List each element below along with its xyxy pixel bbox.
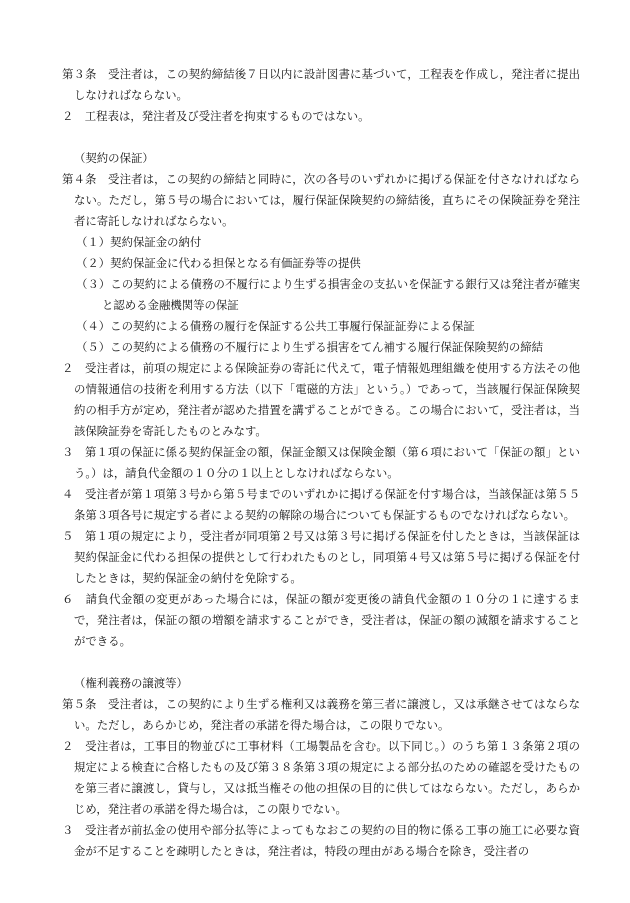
section-heading: （権利義務の譲渡等） — [74, 676, 188, 690]
paragraph: 第４条 受注者は，この契約の締結と同時に，次の各号のいずれかに掲げる保証を付さなければならない。ただし，第５号の場合においては，履行保証保険契約の締結後，直ちにその保険証券を発注者に寄託しなければならない。 — [62, 172, 580, 228]
paragraph: ６ 請負代金額の変更があった場合には，保証の額が変更後の請負代金額の１０分の１に達するまで，発注者は，保証の額の増額を請求することができ，受注者は，保証の額の減額を請求することができる。 — [62, 592, 580, 648]
list-item: （５）この契約による債務の不履行により生ずる損害をてん補する履行保証保険契約の締結 — [76, 340, 544, 354]
section-heading: （契約の保証） — [74, 151, 154, 165]
paragraph: 第３条 受注者は，この契約締結後７日以内に設計図書に基づいて，工程表を作成し，発注者に提出しなければならない。 — [62, 67, 580, 102]
paragraph: ４ 受注者が第１項第３号から第５号までのいずれかに掲げる保証を付す場合は，当該保証は第５５条第３項各号に規定する者による契約の解除の場合についても保証するものでなければならない。 — [62, 487, 580, 522]
list-item: （１）契約保証金の納付 — [76, 235, 202, 249]
paragraph: ３ 第１項の保証に係る契約保証金の額，保証金額又は保険金額（第６項において「保証の額」という。）は，請負代金額の１０分の１以上としなければならない。 — [62, 445, 580, 480]
list-item: （２）契約保証金に代わる担保となる有価証券等の提供 — [76, 256, 361, 270]
list-item: （４）この契約による債務の履行を保証する公共工事履行保証証券による保証 — [76, 319, 475, 333]
list-item: （３）この契約による債務の不履行により生ずる損害金の支払いを保証する銀行又は発注者が確実と認める金融機関等の保証 — [76, 277, 580, 312]
paragraph: ５ 第１項の規定により，受注者が同項第２号又は第３号に掲げる保証を付したときは，当該保証は契約保証金に代わる担保の提供として行われたものとし，同項第４号又は第５号に掲げる保証を付したときは，契約保証金の納付を免除する。 — [62, 529, 580, 585]
paragraph: 第５条 受注者は，この契約により生ずる権利又は義務を第三者に譲渡し，又は承継させてはならない。ただし，あらかじめ，発注者の承諾を得た場合は，この限りでない。 — [62, 697, 580, 732]
paragraph-gap — [62, 652, 580, 673]
paragraph-gap — [62, 127, 580, 148]
paragraph: ２ 受注者は，工事目的物並びに工事材料（工場製品を含む。以下同じ。）のうち第１３条第２項の規定による検査に合格したもの及び第３８条第３項の規定による部分払のための確認を受けたものを第三者に譲渡し，貸与し，又は抵当権その他の担保の目的に供してはならない。ただし，あらかじめ，発注者の承諾を得た場合は，この限りでない。 — [62, 739, 580, 816]
paragraph: ３ 受注者が前払金の使用や部分払等によってもなおこの契約の目的物に係る工事の施工に必要な資金が不足することを疎明したときは，発注者は，特段の理由がある場合を除き，受注者の — [62, 823, 580, 858]
paragraph: ２ 工程表は，発注者及び受注者を拘束するものではない。 — [62, 109, 370, 123]
paragraph: ２ 受注者は，前項の規定による保険証券の寄託に代えて，電子情報処理組織を使用する方法その他の情報通信の技術を利用する方法（以下「電磁的方法」という。）であって，当該履行保証保険契約の相手方が定め，発注者が認めた措置を講ずることができる。この場合において，受注者は，当該保険証券を寄託したものとみなす。 — [62, 361, 580, 438]
